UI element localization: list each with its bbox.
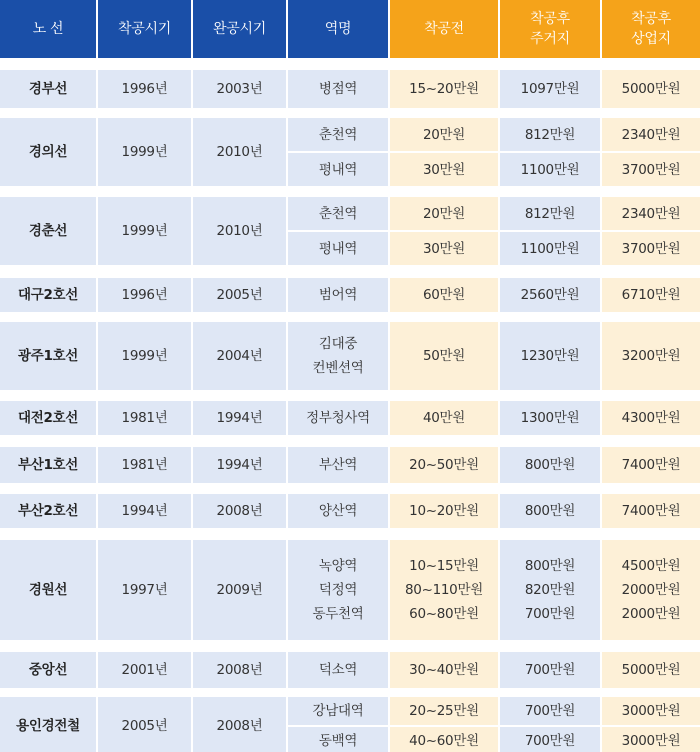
- price-residential: 1230만원: [520, 348, 580, 364]
- station: 강남대역: [312, 703, 364, 719]
- table-row: [0, 540, 700, 640]
- price-commercial: 3700만원: [621, 240, 681, 257]
- price-before: 20만원: [422, 126, 466, 143]
- end-year-cell: [193, 697, 288, 752]
- price-before-cell: [390, 447, 500, 483]
- start-year-cell: [98, 540, 193, 640]
- end-year: 2008년: [216, 718, 263, 734]
- line-name: 부산2호선: [17, 503, 79, 519]
- end-year-cell: [193, 118, 288, 186]
- line-name-cell: [0, 118, 98, 186]
- price-commercial-cell: [602, 540, 700, 640]
- header-label: 완공시기: [213, 21, 266, 37]
- start-year-cell: [98, 652, 193, 688]
- price-residential: 800만원: [524, 457, 576, 473]
- header-cell: [500, 0, 602, 58]
- price-before: 30만원: [422, 161, 466, 178]
- end-year-cell: [193, 322, 288, 390]
- line-name: 광주1호선: [17, 348, 79, 364]
- price-before-cell: [390, 70, 500, 108]
- line-name-cell: [0, 70, 98, 108]
- price-residential-cell: [500, 118, 602, 186]
- station-line: 김대중: [318, 336, 358, 352]
- end-year-cell: [193, 70, 288, 108]
- line-name-cell: [0, 540, 98, 640]
- station-cell: [288, 322, 390, 390]
- price-before-cell: [390, 494, 500, 528]
- price-commercial-subcell: [602, 727, 700, 752]
- line-name: 대구2호선: [17, 287, 79, 303]
- price-commercial: 5000만원: [621, 662, 681, 678]
- price-residential-cell: [500, 70, 602, 108]
- price-residential: 812만원: [524, 205, 576, 222]
- price-residential: 1300만원: [520, 410, 580, 426]
- price-residential: 800만원: [524, 503, 576, 519]
- station: 춘천역: [318, 126, 358, 143]
- station-subcell: [288, 232, 388, 265]
- price-commercial-cell: [602, 278, 700, 312]
- end-year-cell: [193, 278, 288, 312]
- price-residential-cell: [500, 322, 602, 390]
- end-year: 2003년: [216, 81, 263, 97]
- price-residential-subcell: [500, 727, 600, 752]
- header-cell: [602, 0, 700, 58]
- table-row: [0, 197, 700, 265]
- end-year-cell: [193, 401, 288, 435]
- line-name: 경의선: [28, 144, 68, 160]
- price-commercial: 4300만원: [621, 410, 681, 426]
- end-year: 2008년: [216, 662, 263, 678]
- price-residential-subcell: [500, 118, 600, 153]
- price-before-cell: [390, 697, 500, 752]
- station: 부산역: [318, 457, 358, 473]
- header-label: 착공시기: [118, 21, 171, 37]
- end-year: 2005년: [216, 287, 263, 303]
- price-commercial: 6710만원: [621, 287, 681, 303]
- price-before-subcell: [390, 727, 498, 752]
- header-label-line: 착공후: [631, 11, 671, 27]
- start-year-cell: [98, 697, 193, 752]
- header-label-line: 주거지: [530, 31, 570, 47]
- start-year-cell: [98, 322, 193, 390]
- start-year: 1999년: [121, 144, 168, 160]
- price-commercial: 3000만원: [621, 703, 681, 719]
- line-name-cell: [0, 652, 98, 688]
- price-residential-subcell: [500, 697, 600, 727]
- start-year-cell: [98, 70, 193, 108]
- table-row: [0, 322, 700, 390]
- start-year: 1999년: [121, 348, 168, 364]
- price-commercial: 2000만원: [621, 582, 681, 598]
- start-year: 1994년: [121, 503, 168, 519]
- end-year-cell: [193, 652, 288, 688]
- price-commercial: 5000만원: [621, 81, 681, 97]
- end-year: 2008년: [216, 503, 263, 519]
- price-residential: 1097만원: [520, 81, 580, 97]
- start-year-cell: [98, 401, 193, 435]
- header-label: 역명: [324, 21, 352, 37]
- table-row: [0, 447, 700, 483]
- price-before: 80~110만원: [405, 582, 483, 598]
- header-label: 노 선: [32, 21, 64, 37]
- price-commercial: 3000만원: [621, 733, 681, 749]
- station: 동두천역: [312, 606, 364, 622]
- price-before: 60~80만원: [409, 606, 479, 622]
- line-name-cell: [0, 494, 98, 528]
- price-commercial-subcell: [602, 697, 700, 727]
- end-year: 2010년: [216, 144, 263, 160]
- station-subcell: [288, 727, 388, 752]
- line-name: 경원선: [28, 582, 68, 598]
- station: 동백역: [318, 733, 358, 749]
- price-before-cell: [390, 652, 500, 688]
- station: 평내역: [318, 240, 358, 257]
- station-subcell: [288, 153, 388, 186]
- price-before: 10~20만원: [409, 503, 479, 519]
- station: 춘천역: [318, 205, 358, 222]
- table-row: [0, 118, 700, 186]
- start-year: 1997년: [121, 582, 168, 598]
- station: 정부청사역: [306, 410, 370, 426]
- table-row: [0, 697, 700, 752]
- price-before: 30만원: [422, 240, 466, 257]
- line-name: 용인경전철: [16, 718, 80, 734]
- header-cell: [390, 0, 500, 58]
- price-residential: 700만원: [524, 662, 576, 678]
- station-subcell: [288, 118, 388, 153]
- station: 녹양역: [318, 558, 358, 574]
- station-cell: [288, 401, 390, 435]
- station-cell: [288, 118, 390, 186]
- price-before: 20만원: [422, 205, 466, 222]
- price-commercial: 7400만원: [621, 457, 681, 473]
- start-year-cell: [98, 447, 193, 483]
- station-cell: [288, 652, 390, 688]
- start-year-cell: [98, 197, 193, 265]
- end-year-cell: [193, 197, 288, 265]
- line-name: 경부선: [28, 81, 68, 97]
- price-commercial: 3700만원: [621, 161, 681, 178]
- line-name: 경춘선: [28, 223, 68, 239]
- price-commercial-cell: [602, 494, 700, 528]
- station-subcell: [288, 697, 388, 727]
- line-name-cell: [0, 322, 98, 390]
- price-residential: 820만원: [524, 582, 576, 598]
- price-residential-cell: [500, 401, 602, 435]
- start-year: 1996년: [121, 287, 168, 303]
- header-label-line: 착공후: [530, 11, 570, 27]
- price-before: 60만원: [422, 287, 466, 303]
- header-label-line: 상업지: [631, 31, 671, 47]
- price-commercial: 2000만원: [621, 606, 681, 622]
- price-before: 15~20만원: [409, 81, 479, 97]
- table-row: [0, 278, 700, 312]
- price-commercial-subcell: [602, 118, 700, 153]
- station-cell: [288, 697, 390, 752]
- header-cell: [288, 0, 390, 58]
- end-year-cell: [193, 494, 288, 528]
- start-year-cell: [98, 278, 193, 312]
- price-commercial-cell: [602, 697, 700, 752]
- table-row: [0, 652, 700, 688]
- station-cell: [288, 540, 390, 640]
- price-residential-cell: [500, 278, 602, 312]
- price-commercial-cell: [602, 118, 700, 186]
- price-commercial-cell: [602, 652, 700, 688]
- header-label: 착공전: [424, 21, 464, 37]
- start-year: 1981년: [121, 410, 168, 426]
- price-commercial: 7400만원: [621, 503, 681, 519]
- price-before-subcell: [390, 232, 498, 265]
- price-before: 20~50만원: [409, 457, 479, 473]
- price-before: 10~15만원: [409, 558, 479, 574]
- start-year: 1996년: [121, 81, 168, 97]
- start-year: 2005년: [121, 718, 168, 734]
- station: 양산역: [318, 503, 358, 519]
- price-residential-cell: [500, 540, 602, 640]
- price-commercial: 2340만원: [621, 205, 681, 222]
- price-before-subcell: [390, 118, 498, 153]
- end-year: 1994년: [216, 457, 263, 473]
- price-before: 50만원: [422, 348, 466, 364]
- table-header: [0, 0, 700, 58]
- price-commercial-cell: [602, 197, 700, 265]
- price-residential-cell: [500, 697, 602, 752]
- price-residential-subcell: [500, 153, 600, 186]
- price-residential: 700만원: [524, 606, 576, 622]
- price-before: 30~40만원: [409, 662, 479, 678]
- price-commercial-cell: [602, 322, 700, 390]
- line-name: 중앙선: [28, 662, 68, 678]
- price-residential-cell: [500, 447, 602, 483]
- price-commercial-subcell: [602, 197, 700, 232]
- station-cell: [288, 447, 390, 483]
- price-commercial-subcell: [602, 153, 700, 186]
- start-year: 2001년: [121, 662, 168, 678]
- price-before-cell: [390, 278, 500, 312]
- header-cell: [193, 0, 288, 58]
- price-residential-cell: [500, 652, 602, 688]
- station: 덕소역: [318, 662, 358, 678]
- price-residential-subcell: [500, 232, 600, 265]
- line-name-cell: [0, 447, 98, 483]
- station: 덕정역: [318, 582, 358, 598]
- station-cell: [288, 197, 390, 265]
- price-residential: 800만원: [524, 558, 576, 574]
- line-name-cell: [0, 278, 98, 312]
- station-cell: [288, 494, 390, 528]
- station: 평내역: [318, 161, 358, 178]
- station: 범어역: [318, 287, 358, 303]
- price-before-subcell: [390, 697, 498, 727]
- price-commercial: 2340만원: [621, 126, 681, 143]
- price-commercial: 3200만원: [621, 348, 681, 364]
- header-cell: [98, 0, 193, 58]
- price-commercial-cell: [602, 401, 700, 435]
- price-before: 40~60만원: [409, 733, 479, 749]
- station-subcell: [288, 197, 388, 232]
- end-year-cell: [193, 447, 288, 483]
- start-year-cell: [98, 118, 193, 186]
- station-line: 컨벤션역: [312, 360, 364, 376]
- price-residential-cell: [500, 197, 602, 265]
- line-name-cell: [0, 697, 98, 752]
- start-year: 1981년: [121, 457, 168, 473]
- table-row: [0, 494, 700, 528]
- price-residential-subcell: [500, 197, 600, 232]
- line-name-cell: [0, 197, 98, 265]
- price-before-cell: [390, 197, 500, 265]
- start-year-cell: [98, 494, 193, 528]
- start-year: 1999년: [121, 223, 168, 239]
- end-year: 2010년: [216, 223, 263, 239]
- price-commercial: 4500만원: [621, 558, 681, 574]
- header-cell: [0, 0, 98, 58]
- line-name: 대전2호선: [17, 410, 79, 426]
- price-commercial-cell: [602, 70, 700, 108]
- end-year: 1994년: [216, 410, 263, 426]
- price-before-cell: [390, 118, 500, 186]
- price-commercial-cell: [602, 447, 700, 483]
- price-residential: 1100만원: [520, 240, 580, 257]
- table-row: [0, 70, 700, 108]
- price-before: 40만원: [422, 410, 466, 426]
- station: 병점역: [318, 81, 358, 97]
- end-year-cell: [193, 540, 288, 640]
- price-residential: 2560만원: [520, 287, 580, 303]
- end-year: 2004년: [216, 348, 263, 364]
- price-residential: 812만원: [524, 126, 576, 143]
- station-cell: [288, 70, 390, 108]
- price-residential: 700만원: [524, 733, 576, 749]
- line-name-cell: [0, 401, 98, 435]
- price-residential: 700만원: [524, 703, 576, 719]
- end-year: 2009년: [216, 582, 263, 598]
- price-residential: 1100만원: [520, 161, 580, 178]
- price-before-subcell: [390, 153, 498, 186]
- station-cell: [288, 278, 390, 312]
- price-before-cell: [390, 540, 500, 640]
- price-commercial-subcell: [602, 232, 700, 265]
- price-before: 20~25만원: [409, 703, 479, 719]
- table-row: [0, 401, 700, 435]
- price-before-cell: [390, 401, 500, 435]
- price-residential-cell: [500, 494, 602, 528]
- line-name: 부산1호선: [17, 457, 79, 473]
- price-before-cell: [390, 322, 500, 390]
- price-before-subcell: [390, 197, 498, 232]
